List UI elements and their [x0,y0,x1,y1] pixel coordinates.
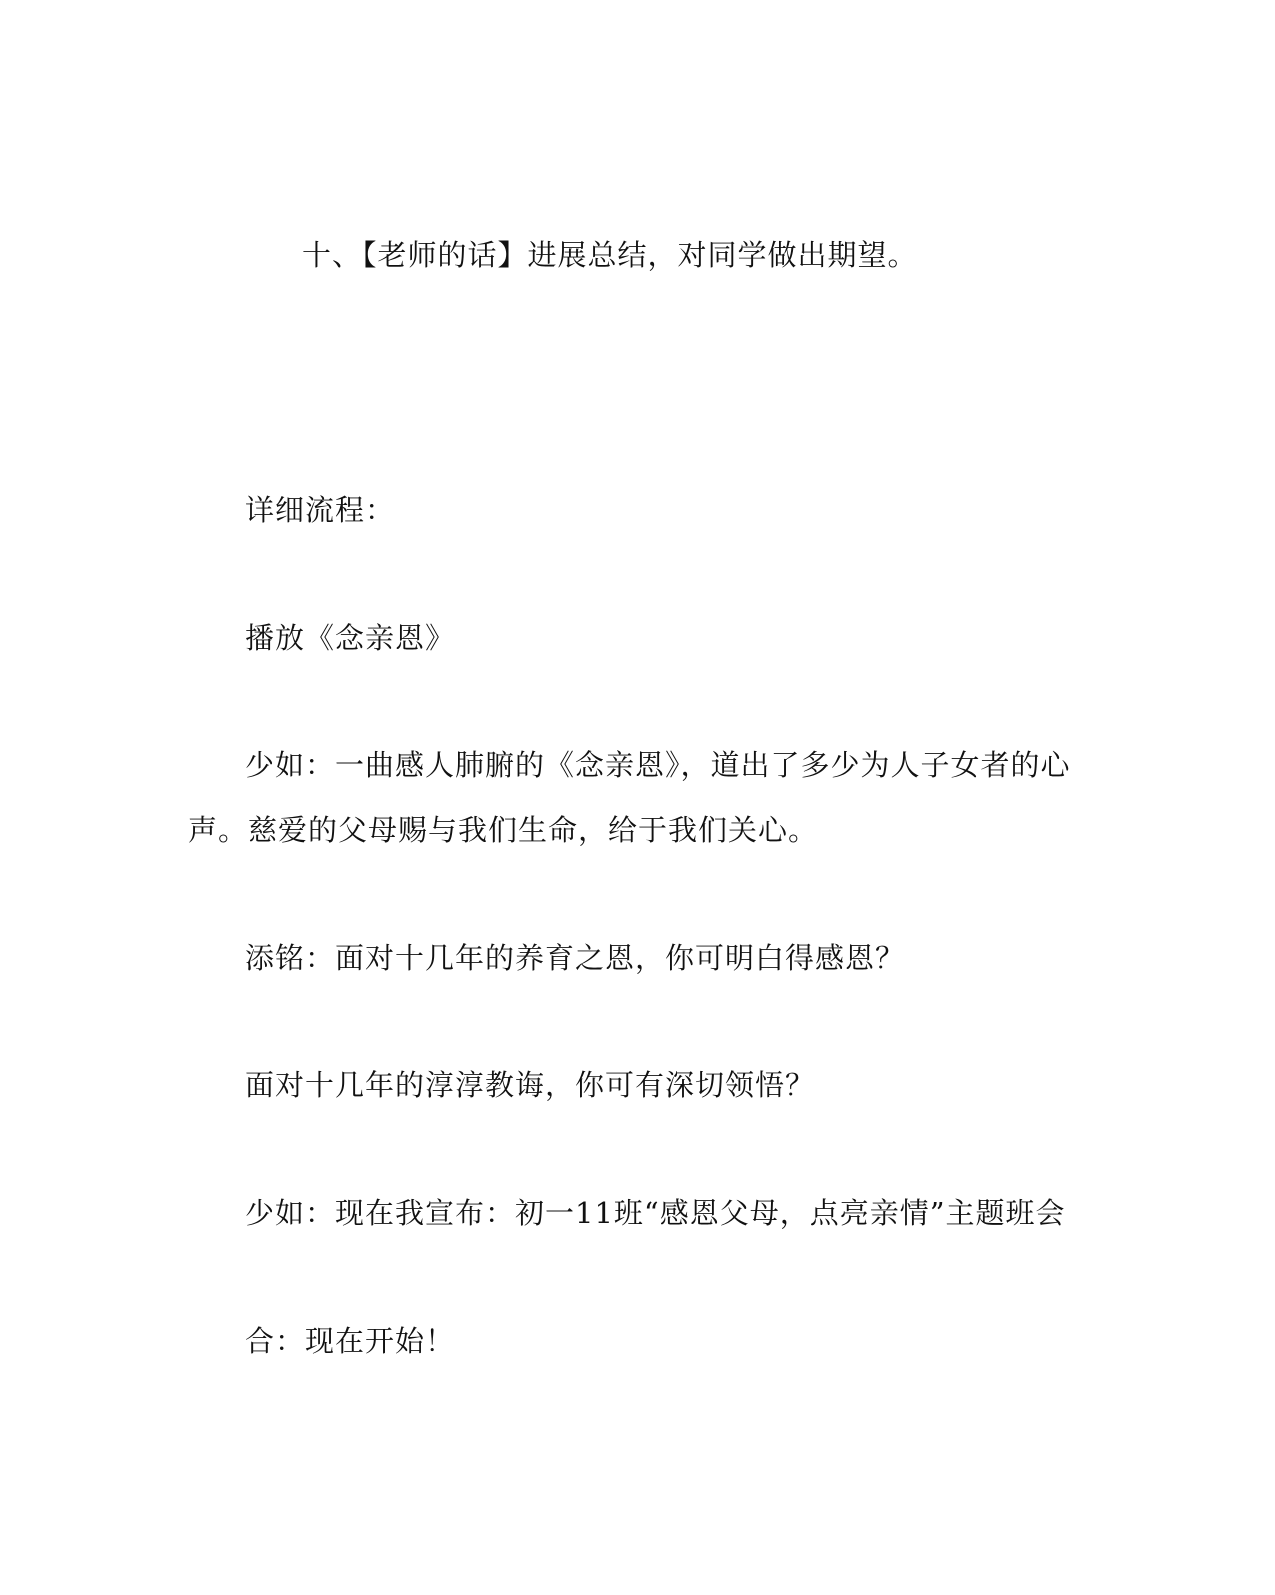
paragraph-shaoru-line-1: 少如：一曲感人肺腑的《念亲恩》，道出了多少为人子女者的心 [245,748,1071,782]
paragraph-teaching: 面对十几年的淳淳教诲，你可有深切领悟？ [245,1068,816,1102]
paragraph-announcement: 少如：现在我宣布：初一11班“感恩父母，点亮亲情”主题班会 [245,1196,1066,1230]
paragraph-together: 合：现在开始！ [245,1324,456,1358]
paragraph-teacher-words: 十、【老师的话】进展总结，对同学做出期望。 [302,238,918,272]
paragraph-detailed-process-heading: 详细流程： [245,493,396,527]
paragraph-shaoru-line-2: 声。慈爱的父母赐与我们生命，给于我们关心。 [188,813,819,847]
paragraph-play-song: 播放《念亲恩》 [245,621,456,655]
paragraph-tianming: 添铭：面对十几年的养育之恩，你可明白得感恩？ [245,941,906,975]
